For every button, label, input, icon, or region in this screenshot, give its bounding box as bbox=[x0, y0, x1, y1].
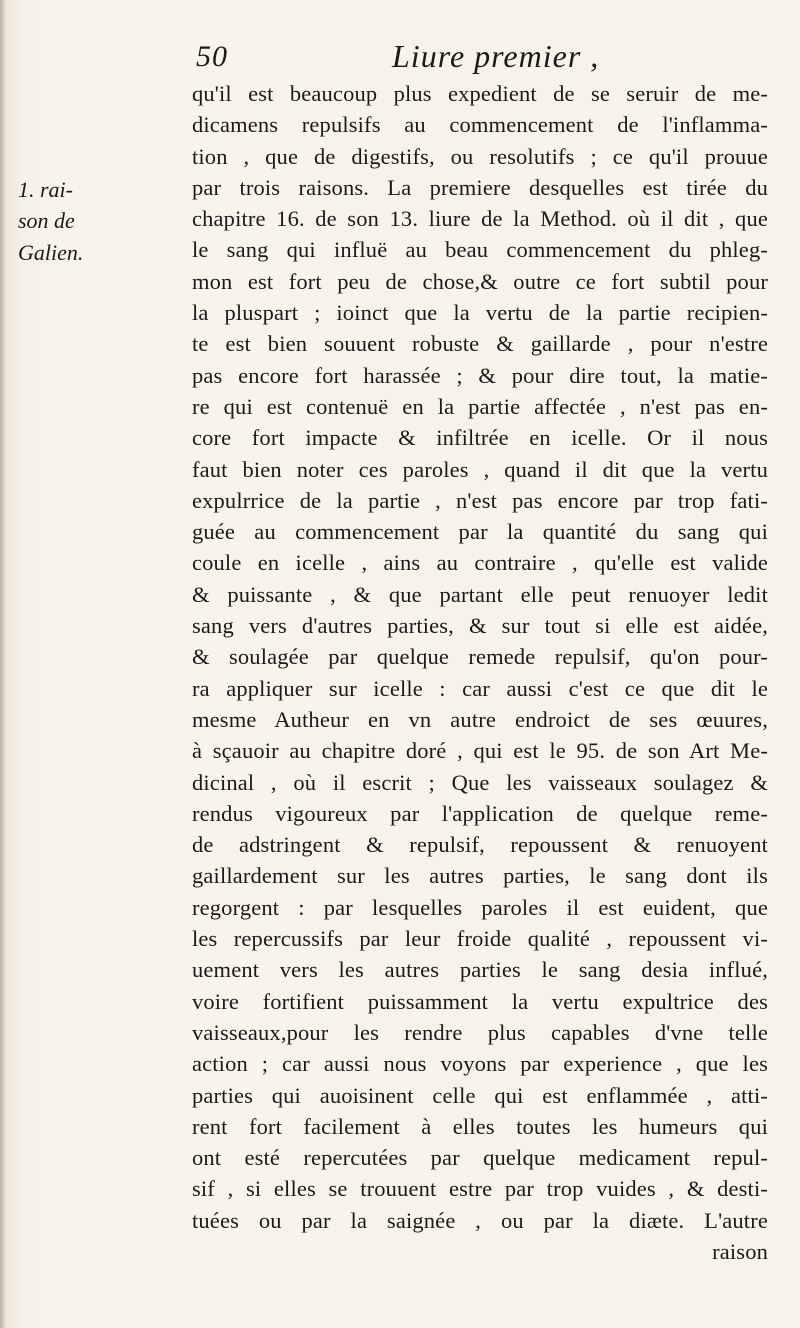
text-line: vaisseaux,pour les rendre plus capables d'vne telle bbox=[192, 1019, 768, 1045]
marginal-note-line: 1. rai- bbox=[18, 177, 73, 202]
text-line: uement vers les autres parties le sang desia influé, bbox=[192, 957, 768, 983]
text-line: chapitre 16. de son 13. liure de la Method. où il dit , que bbox=[192, 206, 768, 232]
text-line: les repercussifs par leur froide qualité , repoussent vi- bbox=[192, 926, 768, 952]
text-line: mesme Autheur en vn autre endroict de ses œuures, bbox=[192, 706, 768, 732]
text-line: mon est fort peu de chose,& outre ce fort subtil pour bbox=[192, 268, 768, 294]
text-line: sif , si elles se trouuent estre par trop vuides , & desti- bbox=[192, 1176, 768, 1202]
page-header bbox=[196, 38, 756, 82]
text-line: gaillardement sur les autres parties, le sang dont ils bbox=[192, 863, 768, 889]
text-line: tuées ou par la saignée , ou par la diæte. L'autre bbox=[192, 1207, 768, 1233]
text-line: le sang qui influë au beau commencement du phleg- bbox=[192, 237, 768, 263]
text-line: action ; car aussi nous voyons par experience , que les bbox=[192, 1051, 768, 1077]
text-line: la pluspart ; ioinct que la vertu de la partie recipien- bbox=[192, 300, 768, 326]
text-line: guée au commencement par la quantité du sang qui bbox=[192, 519, 768, 545]
text-line: à sçauoir au chapitre doré , qui est le 95. de son Art Me- bbox=[192, 738, 768, 764]
text-line: pas encore fort harassée ; & pour dire tout, la matie- bbox=[192, 362, 768, 388]
text-line: ont esté repercutées par quelque medicament repul- bbox=[192, 1145, 768, 1171]
body-text bbox=[192, 78, 768, 1267]
text-line: expulrrice de la partie , n'est pas encore par trop fati- bbox=[192, 487, 768, 513]
marginal-note bbox=[18, 174, 188, 268]
text-line: tion , que de digestifs, ou resolutifs ; ce qu'il prouue bbox=[192, 143, 768, 169]
catchword: raison bbox=[712, 1238, 768, 1264]
page-gutter-shadow bbox=[0, 0, 6, 1328]
text-line: voire fortifient puissamment la vertu expultrice des bbox=[192, 988, 768, 1014]
text-line: de adstringent & repulsif, repoussent & renuoyent bbox=[192, 832, 768, 858]
text-line: & soulagée par quelque remede repulsif, qu'on pour- bbox=[192, 644, 768, 670]
marginal-note-line: Galien. bbox=[18, 239, 84, 265]
marginal-note-line: son de bbox=[18, 208, 75, 234]
text-line: regorgent : par lesquelles paroles il est euident, que bbox=[192, 894, 768, 920]
page-number: 50 bbox=[196, 40, 228, 73]
text-line: dicinal , où il escrit ; Que les vaisseaux soulagez & bbox=[192, 769, 768, 795]
text-line: core fort impacte & infiltrée en icelle. Or il nous bbox=[192, 425, 768, 451]
text-line: par trois raisons. La premiere desquelles est tirée du bbox=[192, 174, 768, 200]
text-line: sang vers d'autres parties, & sur tout si elle est aidée, bbox=[192, 613, 768, 639]
text-line: parties qui auoisinent celle qui est enflammée , atti- bbox=[192, 1082, 768, 1108]
text-line: & puissante , & que partant elle peut renuoyer ledit bbox=[192, 581, 768, 607]
text-line: coule en icelle , ains au contraire , qu'elle est valide bbox=[192, 550, 768, 576]
text-line: faut bien noter ces paroles , quand il dit que la vertu bbox=[192, 456, 768, 482]
text-line: re qui est contenuë en la partie affectée , n'est pas en- bbox=[192, 393, 768, 419]
running-title: Liure premier , bbox=[392, 38, 600, 74]
text-line: ra appliquer sur icelle : car aussi c'est ce que dit le bbox=[192, 675, 768, 701]
text-line: dicamens repulsifs au commencement de l'inflamma- bbox=[192, 112, 768, 138]
text-line: rent fort facilement à elles toutes les humeurs qui bbox=[192, 1113, 768, 1139]
text-line: rendus vigoureux par l'application de quelque reme- bbox=[192, 800, 768, 826]
text-line: te est bien souuent robuste & gaillarde , pour n'estre bbox=[192, 331, 768, 357]
text-line: qu'il est beaucoup plus expedient de se seruir de me- bbox=[192, 81, 768, 106]
